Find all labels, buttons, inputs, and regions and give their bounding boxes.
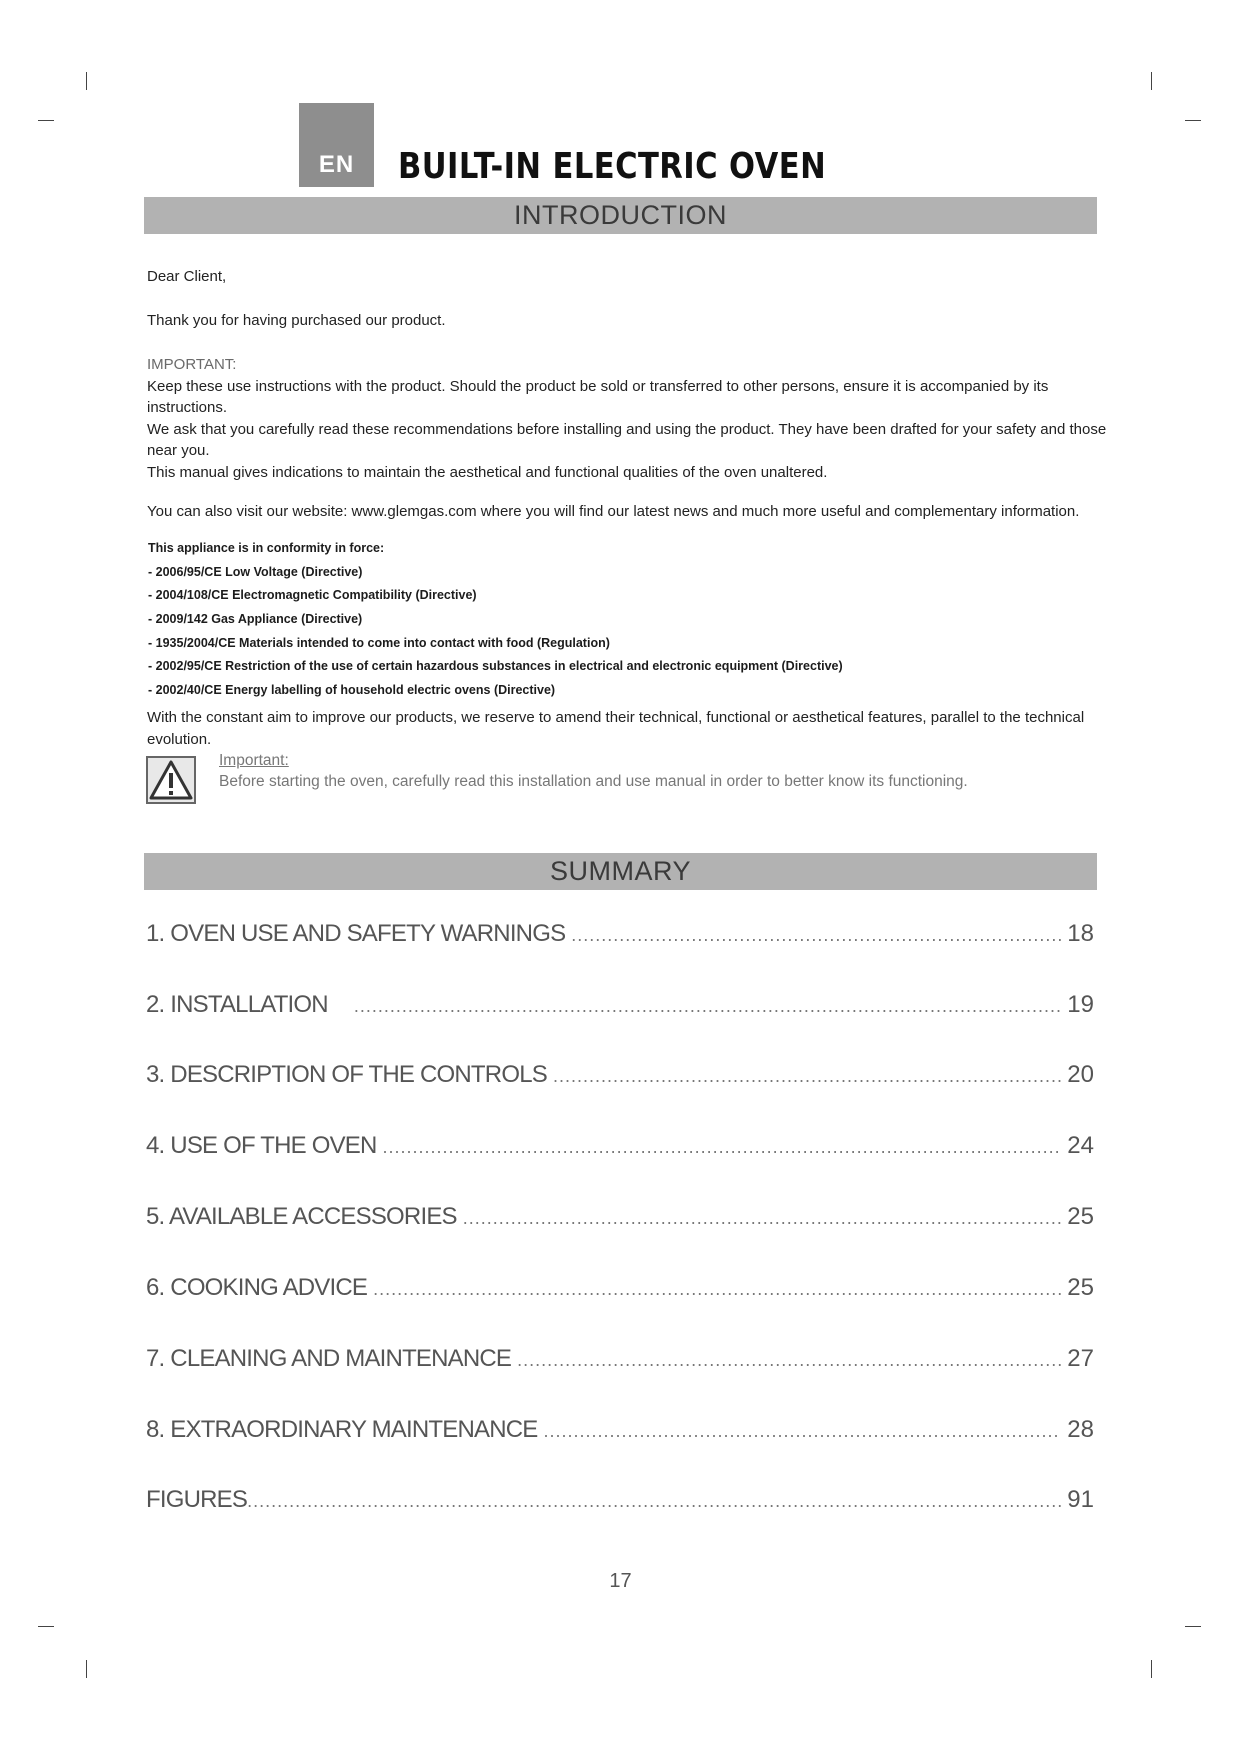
warning-text: Before starting the oven, carefully read this installation and use manual in order to better know its functioning. [219,773,968,790]
toc-entry[interactable] [146,920,1094,954]
toc-entry-page: 24 [1067,1132,1094,1159]
greeting: Dear Client, [147,268,227,285]
conformity-item: - 2002/40/CE Energy labelling of household electric ovens (Directive) [148,683,556,698]
toc-entry-page: 27 [1067,1345,1094,1372]
toc-entry[interactable] [146,1061,1094,1095]
toc-leader-dots [354,996,1061,1017]
toc-entry-title: 6. COOKING ADVICE [146,1274,368,1301]
toc-leader-dots [517,1350,1061,1371]
toc-entry[interactable] [146,1345,1094,1379]
crop-mark [1151,72,1152,90]
toc-leader-dots [247,1491,1061,1512]
crop-mark [1151,1660,1152,1678]
toc-leader-dots [463,1208,1062,1229]
improvement-note: With the constant aim to improve our products, we reserve to amend their technical, functional or aesthetical features, parallel to the technical evolution. [147,709,1085,748]
toc-entry-title: 8. EXTRAORDINARY MAINTENANCE [146,1416,538,1443]
toc-entry-title: 5. AVAILABLE ACCESSORIES [146,1203,457,1230]
warning-label: Important: [219,752,289,769]
toc-entry[interactable] [146,1274,1094,1308]
conformity-item: - 2004/108/CE Electromagnetic Compatibility (Directive) [148,588,477,603]
crop-mark [86,72,87,90]
page-number: 17 [609,1570,632,1592]
toc-entry-page: 19 [1067,991,1094,1018]
summary-heading: SUMMARY [144,853,1097,890]
toc-entry-page: 25 [1067,1274,1094,1301]
important-block [147,354,1122,483]
toc-entry-page: 20 [1067,1061,1094,1088]
toc-entry-title: 4. USE OF THE OVEN [146,1132,377,1159]
crop-mark [1185,120,1201,121]
conformity-item: - 2009/142 Gas Appliance (Directive) [148,612,363,627]
crop-mark [86,1660,87,1678]
paragraph-3: This manual gives indications to maintain the aesthetical and functional qualities of the oven unaltered. [147,463,828,481]
conformity-item: - 1935/2004/CE Materials intended to come into contact with food (Regulation) [148,635,610,650]
language-badge: EN [299,103,374,187]
conformity-item: - 2002/95/CE Restriction of the use of certain hazardous substances in electrical and electronic equipment (Directive) [148,659,843,674]
document-title: BUILT-IN ELECTRIC OVEN [398,146,827,187]
toc-leader-dots [373,1279,1061,1300]
toc-leader-dots [383,1137,1062,1158]
toc-entry-page: 91 [1067,1486,1094,1513]
toc-leader-dots [571,925,1061,946]
toc-entry-title: 7. CLEANING AND MAINTENANCE [146,1345,512,1372]
toc-entry-title: 3. DESCRIPTION OF THE CONTROLS [146,1061,547,1088]
toc-entry[interactable] [146,1203,1094,1237]
thanks-line: Thank you for having purchased our product. [147,312,446,329]
toc-entry[interactable] [146,991,1094,1025]
warning-triangle-icon [146,756,196,804]
crop-mark [1185,1626,1201,1627]
paragraph-2: We ask that you carefully read these recommendations before installing and using the product. They have been drafted for your safety and those near you. [147,420,1107,459]
toc-entry-title: FIGURES [146,1486,248,1513]
toc-entry[interactable] [146,1416,1094,1450]
toc-entry-page: 18 [1067,920,1094,947]
toc-entry[interactable] [146,1486,1094,1520]
conformity-heading: This appliance is in conformity in force: [148,541,385,555]
conformity-item: - 2006/95/CE Low Voltage (Directive) [148,564,363,579]
toc-entry-page: 28 [1067,1416,1094,1443]
toc-leader-dots [553,1066,1061,1087]
paragraph-1: Keep these use instructions with the product. Should the product be sold or transferred to other persons, ensure it is accompanied by its instructions. [147,377,1049,416]
conformity-list [148,537,1148,703]
website-line: You can also visit our website: www.glemgas.com where you will find our latest news and much more useful and complementary information. [147,503,1080,520]
toc-entry-title: 1. OVEN USE AND SAFETY WARNINGS [146,920,566,947]
important-label: IMPORTANT: [147,356,237,373]
toc-entry[interactable] [146,1132,1094,1166]
introduction-heading: INTRODUCTION [144,197,1097,234]
toc-leader-dots [543,1421,1061,1442]
toc-entry-page: 25 [1067,1203,1094,1230]
toc-entry-title: 2. INSTALLATION [146,991,328,1018]
crop-mark [38,120,54,121]
crop-mark [38,1626,54,1627]
